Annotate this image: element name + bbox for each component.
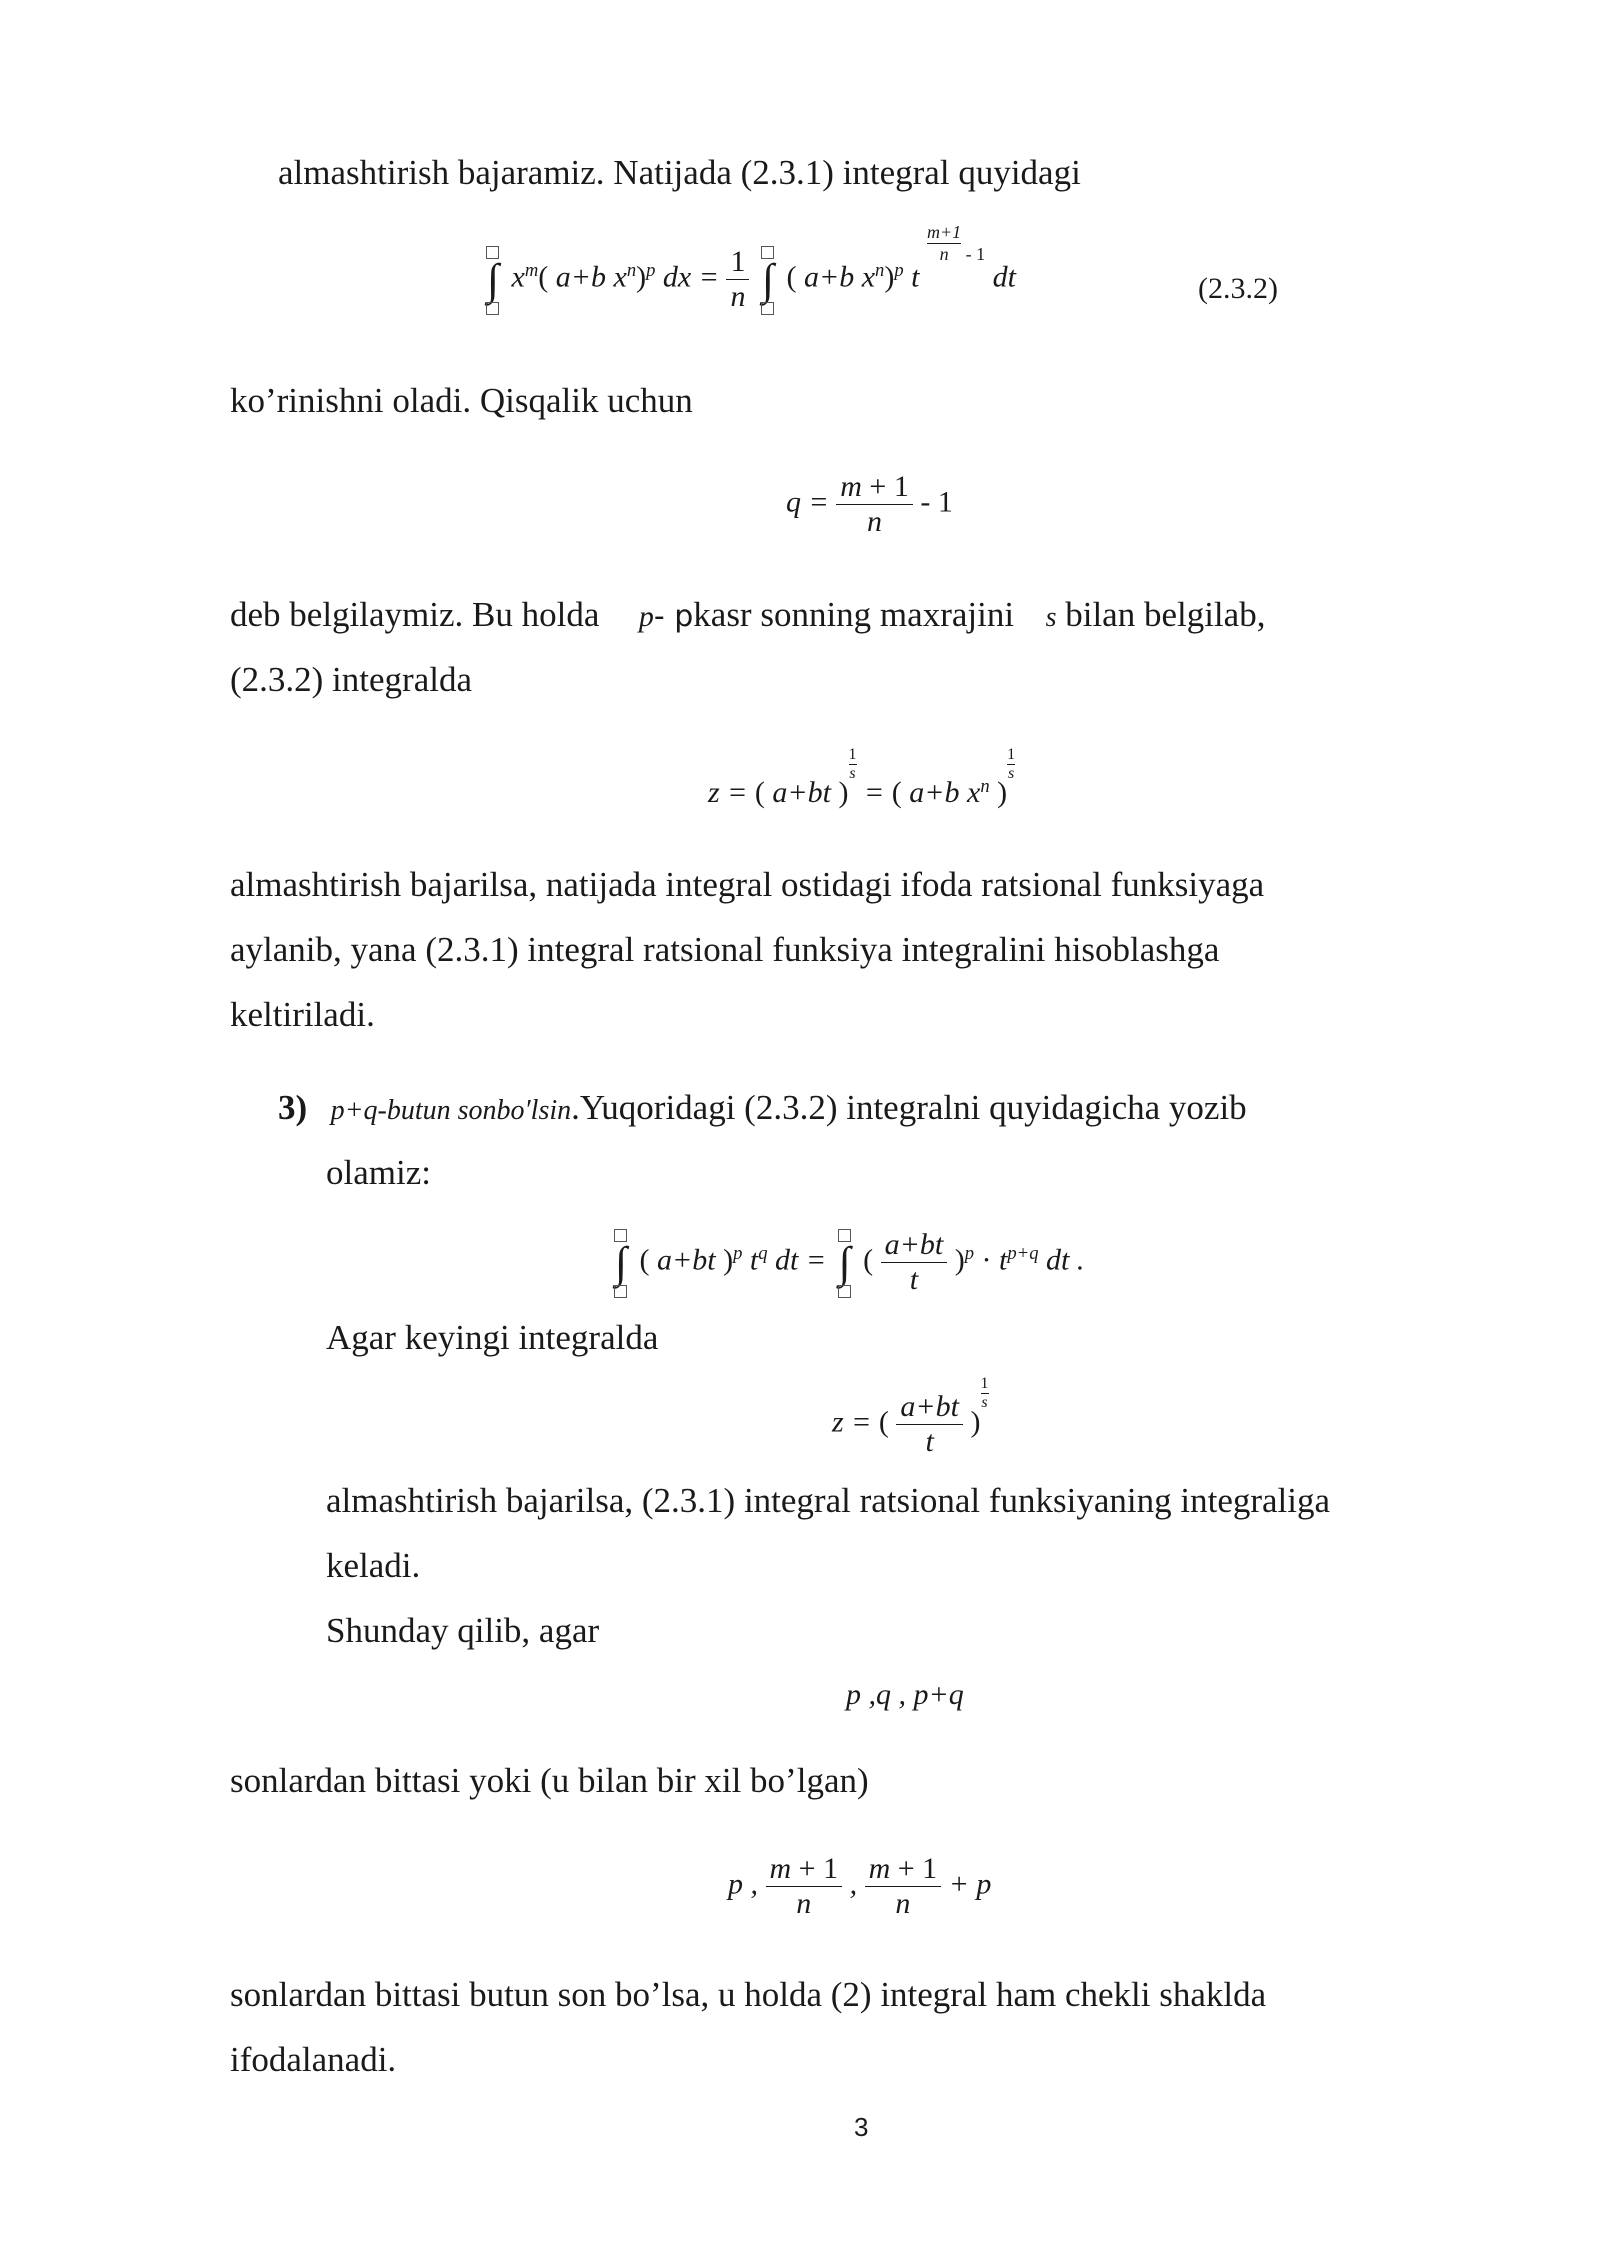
q-definition: q = $\frac{m + 1}{n}$ - 1 — [786, 470, 953, 538]
paragraph-line — [230, 592, 1265, 638]
number-list: p ,q , p+q — [846, 1678, 964, 1711]
list-item-3 — [278, 1085, 1247, 1131]
paragraph-line: (2.3.2) integralda — [230, 660, 472, 699]
paragraph-line: ifodalanadi. — [230, 2040, 397, 2079]
paragraph-line: aylanib, yana (2.3.1) integral ratsional funksiya integralini hisoblashga — [230, 930, 1220, 969]
fraction: $\frac{m + 1}{n}$ — [865, 1852, 942, 1921]
text-segment: deb belgilaymiz. Bu holda — [230, 595, 600, 634]
fraction: $\frac{m + 1}{n}$ — [766, 1852, 843, 1921]
text-segment: .Yuqoridagi (2.3.2) integralni quyidagicha yozib — [571, 1088, 1247, 1127]
fraction: $\frac{a+bt}{t}$ — [896, 1390, 963, 1459]
integral-sign: ∫ — [482, 254, 504, 305]
z-substitution-1: z = ( a+bt ) $\frac{1}{s}$ = ( a+b $x^n$ ) $\frac{1}{s}$ — [708, 746, 1016, 809]
fraction: $\frac{a+bt}{t}$ — [881, 1228, 948, 1297]
z-substitution-2: z = ( $\frac{a+bt}{t}$ ) $\frac{1}{s}$ — [832, 1375, 989, 1458]
s-variable: s — [1045, 602, 1057, 633]
paragraph-line: keladi. — [326, 1546, 421, 1585]
condition-math: p+q-butun sonbo′lsin — [330, 1095, 572, 1126]
fraction: $\frac{1}{n}$ — [726, 245, 749, 314]
p-glyph: - p — [653, 599, 694, 634]
equation-2-3-2: ∫ $x^m$( a+b $x^n)^p$ dx = $\frac{1}{n}$ ∫ ( a+b $x^n)^p$ t $\frac{m+1}{n}$ - 1 dt — [482, 245, 1016, 314]
fraction: $\frac{m + 1}{n}$ — [836, 470, 913, 539]
paragraph-line: almashtirish bajarilsa, natijada integral ostidagi ifoda ratsional funksiyaga — [230, 865, 1265, 904]
integral-sign: ∫ — [834, 1237, 856, 1288]
equation-rewrite: ∫ ( a+bt )$^p$ $t^q$ dt = ∫ ( $\frac{a+bt}{t}$ )$^p \cdot t^{p+q}$ dt . — [610, 1228, 1084, 1297]
paragraph-line: olamiz: — [326, 1153, 431, 1192]
fraction-list: p , $\frac{m + 1}{n}$ , $\frac{m + 1}{n}$ + p — [728, 1852, 992, 1920]
p-variable: p — [638, 600, 654, 633]
paragraph-line: almashtirish bajaramiz. Natijada (2.3.1) integral quyidagi — [278, 153, 1081, 192]
integral-sign: ∫ — [610, 1237, 632, 1288]
text-segment: kasr sonning maxrajini — [693, 595, 1015, 634]
page-number: 3 — [854, 2112, 869, 2142]
text-segment: bilan belgilab, — [1065, 595, 1266, 634]
paragraph-line: keltiriladi. — [230, 995, 375, 1034]
paragraph-line: sonlardan bittasi yoki (u bilan bir xil bo’lgan) — [230, 1761, 869, 1800]
list-number: 3) — [278, 1088, 308, 1127]
paragraph-line: almashtirish bajarilsa, (2.3.1) integral ratsional funksiyaning integraliga — [326, 1481, 1331, 1520]
paragraph-line: Shunday qilib, agar — [326, 1611, 600, 1650]
integral-sign: ∫ — [757, 254, 779, 305]
paragraph-line: Agar keyingi integralda — [326, 1318, 659, 1357]
paragraph-line: ko’rinishni oladi. Qisqalik uchun — [230, 381, 693, 420]
equation-number: (2.3.2) — [1198, 272, 1278, 305]
paragraph-line: sonlardan bittasi butun son bo’lsa, u holda (2) integral ham chekli shaklda — [230, 1975, 1267, 2014]
